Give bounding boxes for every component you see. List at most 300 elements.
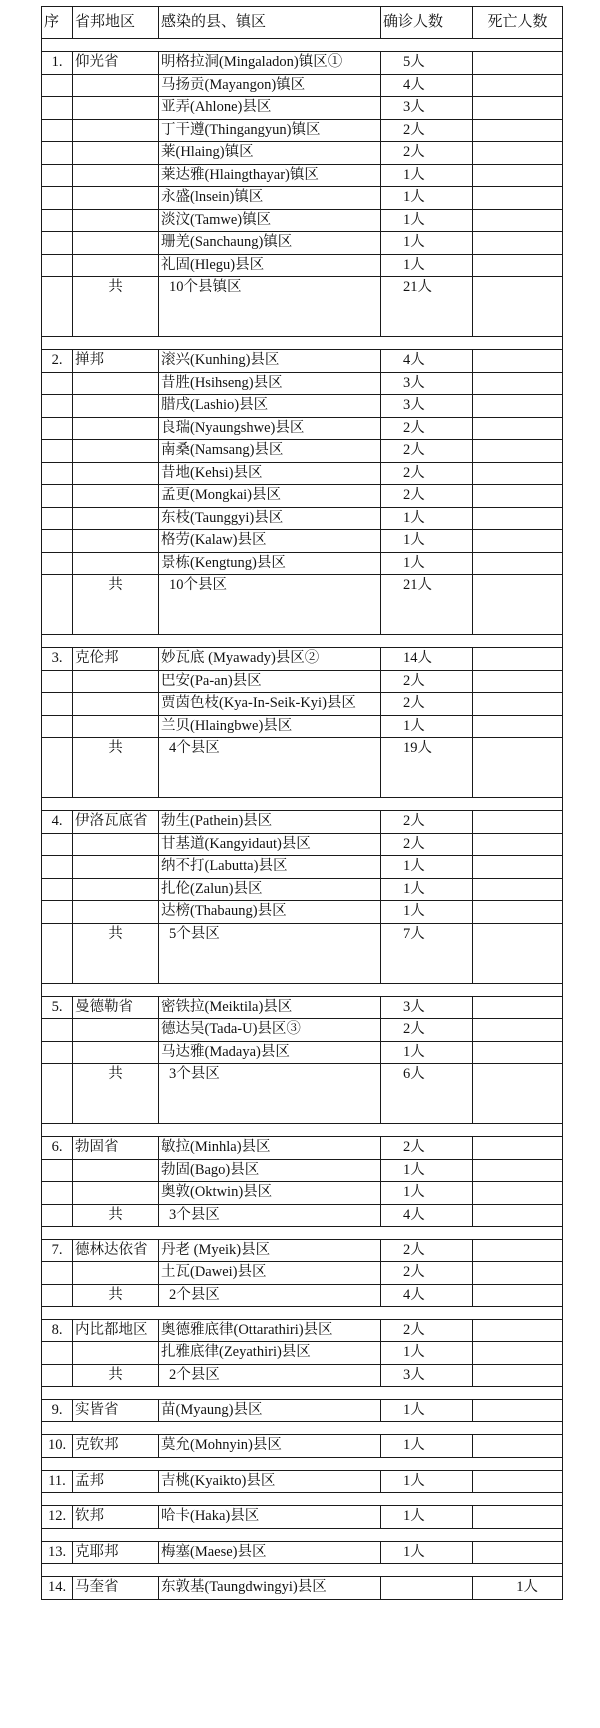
seq-cell	[42, 164, 73, 187]
confirmed-cell: 3人	[381, 395, 473, 418]
header-deaths: 死亡人数	[473, 7, 563, 39]
confirmed-cell: 2人	[381, 417, 473, 440]
deaths-cell	[473, 878, 563, 901]
total-deaths-cell	[473, 1204, 563, 1226]
seq-cell	[42, 119, 73, 142]
region-cell	[73, 440, 159, 463]
confirmed-cell: 2人	[381, 1019, 473, 1042]
table-row	[42, 1041, 563, 1064]
deaths-cell	[473, 350, 563, 373]
deaths-cell	[473, 142, 563, 165]
region-cell	[73, 833, 159, 856]
region-cell	[73, 485, 159, 508]
table-row	[42, 1019, 563, 1042]
total-confirmed-cell: 6人	[381, 1064, 473, 1124]
region-cell: 克伦邦	[73, 648, 159, 671]
table-row	[42, 833, 563, 856]
table-row	[42, 1342, 563, 1365]
total-label: 共	[73, 1064, 159, 1124]
separator-cell	[42, 1124, 563, 1137]
county-cell: 扎伦(Zalun)县区	[159, 878, 381, 901]
seq-cell: 6.	[42, 1137, 73, 1160]
seq-cell: 2.	[42, 350, 73, 373]
seq-cell	[42, 670, 73, 693]
region-cell	[73, 1262, 159, 1285]
confirmed-cell: 1人	[381, 1435, 473, 1458]
table-row	[42, 395, 563, 418]
seq-cell	[42, 1364, 73, 1386]
seq-cell	[42, 715, 73, 738]
deaths-cell	[473, 1159, 563, 1182]
confirmed-cell: 1人	[381, 1541, 473, 1564]
region-cell	[73, 462, 159, 485]
deaths-cell	[473, 1342, 563, 1365]
confirmed-cell: 2人	[381, 142, 473, 165]
total-confirmed-cell: 21人	[381, 575, 473, 635]
separator-row	[42, 1493, 563, 1506]
confirmed-cell: 2人	[381, 440, 473, 463]
seq-cell: 11.	[42, 1470, 73, 1493]
seq-cell: 8.	[42, 1319, 73, 1342]
county-cell: 梅塞(Maese)县区	[159, 1541, 381, 1564]
county-cell: 勃生(Pathein)县区	[159, 811, 381, 834]
total-label: 共	[73, 738, 159, 798]
table-row	[42, 232, 563, 255]
county-cell: 礼固(Hlegu)县区	[159, 254, 381, 277]
county-cell: 德达吴(Tada-U)县区③	[159, 1019, 381, 1042]
deaths-cell	[473, 1239, 563, 1262]
seq-cell	[42, 901, 73, 924]
total-county-cell: 2个县区	[159, 1284, 381, 1306]
separator-cell	[42, 1493, 563, 1506]
seq-cell	[42, 1284, 73, 1306]
separator-cell	[42, 983, 563, 996]
confirmed-cell: 1人	[381, 901, 473, 924]
seq-cell	[42, 485, 73, 508]
county-cell: 奥德雅底律(Ottarathiri)县区	[159, 1319, 381, 1342]
table-row	[42, 254, 563, 277]
region-cell	[73, 142, 159, 165]
county-cell: 巴安(Pa-an)县区	[159, 670, 381, 693]
total-confirmed-cell: 3人	[381, 1364, 473, 1386]
seq-cell	[42, 372, 73, 395]
seq-cell	[42, 232, 73, 255]
seq-cell	[42, 1182, 73, 1205]
deaths-cell	[473, 693, 563, 716]
table-row	[42, 996, 563, 1019]
confirmed-cell: 1人	[381, 1041, 473, 1064]
total-row	[42, 575, 563, 635]
confirmed-cell: 1人	[381, 187, 473, 210]
total-label: 共	[73, 923, 159, 983]
separator-cell	[42, 1386, 563, 1399]
separator-row	[42, 1564, 563, 1577]
deaths-cell	[473, 232, 563, 255]
region-cell	[73, 1342, 159, 1365]
region-cell	[73, 395, 159, 418]
region-cell	[73, 164, 159, 187]
table-row	[42, 811, 563, 834]
total-confirmed-cell: 7人	[381, 923, 473, 983]
region-cell	[73, 1019, 159, 1042]
region-cell	[73, 715, 159, 738]
table-row	[42, 1239, 563, 1262]
county-cell: 珊羌(Sanchaung)镇区	[159, 232, 381, 255]
county-cell: 密铁拉(Meiktila)县区	[159, 996, 381, 1019]
deaths-cell	[473, 1435, 563, 1458]
table-row	[42, 1577, 563, 1600]
table-body	[42, 7, 563, 1600]
deaths-cell	[473, 996, 563, 1019]
seq-cell: 10.	[42, 1435, 73, 1458]
deaths-cell	[473, 1319, 563, 1342]
deaths-cell	[473, 164, 563, 187]
confirmed-cell: 3人	[381, 372, 473, 395]
region-cell	[73, 1182, 159, 1205]
region-cell	[73, 552, 159, 575]
county-cell: 淡汶(Tamwe)镇区	[159, 209, 381, 232]
confirmed-cell: 1人	[381, 1506, 473, 1529]
table-row	[42, 417, 563, 440]
confirmed-cell	[381, 1577, 473, 1600]
seq-cell	[42, 74, 73, 97]
seq-cell	[42, 878, 73, 901]
total-county-cell: 10个县镇区	[159, 277, 381, 337]
table-row	[42, 1262, 563, 1285]
confirmed-cell: 1人	[381, 552, 473, 575]
table-row	[42, 901, 563, 924]
deaths-cell	[473, 119, 563, 142]
county-cell: 亚弄(Ahlone)县区	[159, 97, 381, 120]
separator-row	[42, 983, 563, 996]
table-row	[42, 350, 563, 373]
separator-cell	[42, 1226, 563, 1239]
separator-row	[42, 1226, 563, 1239]
total-county-cell: 2个县区	[159, 1364, 381, 1386]
seq-cell	[42, 462, 73, 485]
separator-cell	[42, 635, 563, 648]
county-cell: 勃固(Bago)县区	[159, 1159, 381, 1182]
separator-row	[42, 635, 563, 648]
separator-cell	[42, 1564, 563, 1577]
county-cell: 兰贝(Hlaingbwe)县区	[159, 715, 381, 738]
header-confirmed: 确诊人数	[381, 7, 473, 39]
region-cell	[73, 232, 159, 255]
region-cell	[73, 901, 159, 924]
total-deaths-cell	[473, 575, 563, 635]
total-deaths-cell	[473, 1064, 563, 1124]
table-row	[42, 856, 563, 879]
seq-cell	[42, 277, 73, 337]
seq-cell	[42, 575, 73, 635]
region-cell: 马奎省	[73, 1577, 159, 1600]
seq-cell	[42, 530, 73, 553]
confirmed-cell: 1人	[381, 209, 473, 232]
total-row	[42, 1284, 563, 1306]
total-row	[42, 1064, 563, 1124]
total-label: 共	[73, 575, 159, 635]
county-cell: 奥敦(Oktwin)县区	[159, 1182, 381, 1205]
county-cell: 丹老 (Myeik)县区	[159, 1239, 381, 1262]
confirmed-cell: 1人	[381, 1182, 473, 1205]
seq-cell: 12.	[42, 1506, 73, 1529]
table-row	[42, 1159, 563, 1182]
confirmed-cell: 1人	[381, 254, 473, 277]
confirmed-cell: 3人	[381, 996, 473, 1019]
seq-cell	[42, 142, 73, 165]
total-confirmed-cell: 4人	[381, 1204, 473, 1226]
confirmed-cell: 1人	[381, 1470, 473, 1493]
region-cell	[73, 856, 159, 879]
deaths-cell	[473, 856, 563, 879]
county-cell: 土瓦(Dawei)县区	[159, 1262, 381, 1285]
county-cell: 昔地(Kehsi)县区	[159, 462, 381, 485]
total-label: 共	[73, 1284, 159, 1306]
confirmed-cell: 2人	[381, 811, 473, 834]
seq-cell: 5.	[42, 996, 73, 1019]
header-region: 省邦地区	[73, 7, 159, 39]
confirmed-cell: 1人	[381, 1159, 473, 1182]
confirmed-cell: 2人	[381, 693, 473, 716]
confirmed-cell: 4人	[381, 74, 473, 97]
table-row	[42, 209, 563, 232]
county-cell: 格劳(Kalaw)县区	[159, 530, 381, 553]
confirmed-cell: 1人	[381, 507, 473, 530]
region-cell	[73, 187, 159, 210]
county-cell: 昔胜(Hsihseng)县区	[159, 372, 381, 395]
seq-cell	[42, 1342, 73, 1365]
seq-cell	[42, 97, 73, 120]
confirmed-cell: 1人	[381, 715, 473, 738]
separator-cell	[42, 1528, 563, 1541]
separator-row	[42, 1386, 563, 1399]
seq-cell	[42, 738, 73, 798]
deaths-cell	[473, 530, 563, 553]
county-cell: 敏拉(Minhla)县区	[159, 1137, 381, 1160]
separator-row	[42, 1422, 563, 1435]
region-cell	[73, 693, 159, 716]
confirmed-cell: 1人	[381, 164, 473, 187]
table-row	[42, 1137, 563, 1160]
region-cell	[73, 372, 159, 395]
total-row	[42, 277, 563, 337]
seq-cell	[42, 187, 73, 210]
confirmed-cell: 2人	[381, 833, 473, 856]
deaths-cell	[473, 811, 563, 834]
table-row	[42, 164, 563, 187]
seq-cell: 13.	[42, 1541, 73, 1564]
table-row	[42, 1541, 563, 1564]
table-row	[42, 142, 563, 165]
confirmed-cell: 3人	[381, 97, 473, 120]
table-row	[42, 74, 563, 97]
deaths-cell	[473, 901, 563, 924]
deaths-cell	[473, 485, 563, 508]
total-county-cell: 3个县区	[159, 1204, 381, 1226]
region-cell: 克耶邦	[73, 1541, 159, 1564]
seq-cell: 3.	[42, 648, 73, 671]
county-cell: 永盛(lnsein)镇区	[159, 187, 381, 210]
table-row	[42, 372, 563, 395]
seq-cell: 9.	[42, 1399, 73, 1422]
county-cell: 哈卡(Haka)县区	[159, 1506, 381, 1529]
header-seq: 序	[42, 7, 73, 39]
county-cell: 莱(Hlaing)镇区	[159, 142, 381, 165]
deaths-cell	[473, 1262, 563, 1285]
header-county: 感染的县、镇区	[159, 7, 381, 39]
seq-cell	[42, 1041, 73, 1064]
total-label: 共	[73, 1364, 159, 1386]
region-cell: 钦邦	[73, 1506, 159, 1529]
region-cell: 德林达依省	[73, 1239, 159, 1262]
table-row	[42, 119, 563, 142]
table-row	[42, 1319, 563, 1342]
deaths-cell	[473, 52, 563, 75]
separator-cell	[42, 1422, 563, 1435]
confirmed-cell: 2人	[381, 462, 473, 485]
deaths-cell	[473, 462, 563, 485]
table-row	[42, 440, 563, 463]
confirmed-cell: 2人	[381, 1262, 473, 1285]
deaths-cell	[473, 187, 563, 210]
county-cell: 良瑞(Nyaungshwe)县区	[159, 417, 381, 440]
county-cell: 吉桃(Kyaikto)县区	[159, 1470, 381, 1493]
confirmed-cell: 2人	[381, 1319, 473, 1342]
deaths-cell	[473, 1399, 563, 1422]
seq-cell	[42, 1064, 73, 1124]
total-deaths-cell	[473, 1364, 563, 1386]
total-label: 共	[73, 277, 159, 337]
total-deaths-cell	[473, 923, 563, 983]
confirmed-cell: 4人	[381, 350, 473, 373]
total-confirmed-cell: 19人	[381, 738, 473, 798]
deaths-cell	[473, 648, 563, 671]
separator-row	[42, 1457, 563, 1470]
county-cell: 南桑(Namsang)县区	[159, 440, 381, 463]
county-cell: 东枝(Taunggyi)县区	[159, 507, 381, 530]
separator-cell	[42, 337, 563, 350]
total-confirmed-cell: 4人	[381, 1284, 473, 1306]
deaths-cell	[473, 715, 563, 738]
confirmed-cell: 2人	[381, 119, 473, 142]
total-county-cell: 5个县区	[159, 923, 381, 983]
total-row	[42, 738, 563, 798]
region-cell	[73, 74, 159, 97]
confirmed-cell: 2人	[381, 1137, 473, 1160]
table-row	[42, 648, 563, 671]
county-cell: 莫允(Mohnyin)县区	[159, 1435, 381, 1458]
region-cell: 伊洛瓦底省	[73, 811, 159, 834]
county-cell: 孟更(Mongkai)县区	[159, 485, 381, 508]
deaths-cell	[473, 440, 563, 463]
deaths-cell	[473, 254, 563, 277]
table-row	[42, 507, 563, 530]
confirmed-cell: 2人	[381, 485, 473, 508]
table-row	[42, 1399, 563, 1422]
confirmed-cell: 14人	[381, 648, 473, 671]
separator-cell	[42, 1306, 563, 1319]
table-row	[42, 52, 563, 75]
deaths-cell	[473, 417, 563, 440]
seq-cell: 4.	[42, 811, 73, 834]
table-row	[42, 1506, 563, 1529]
region-cell	[73, 1159, 159, 1182]
table-row	[42, 485, 563, 508]
table-row	[42, 1470, 563, 1493]
deaths-cell	[473, 1182, 563, 1205]
deaths-cell	[473, 97, 563, 120]
table-row	[42, 530, 563, 553]
separator-cell	[42, 798, 563, 811]
confirmed-cell: 5人	[381, 52, 473, 75]
seq-cell	[42, 209, 73, 232]
deaths-cell	[473, 209, 563, 232]
county-cell: 丁干遵(Thingangyun)镇区	[159, 119, 381, 142]
total-deaths-cell	[473, 1284, 563, 1306]
total-deaths-cell	[473, 277, 563, 337]
seq-cell	[42, 1204, 73, 1226]
region-cell	[73, 417, 159, 440]
seq-cell	[42, 254, 73, 277]
deaths-cell	[473, 1019, 563, 1042]
seq-cell	[42, 507, 73, 530]
seq-cell	[42, 1019, 73, 1042]
seq-cell	[42, 856, 73, 879]
table-row	[42, 878, 563, 901]
region-cell: 实皆省	[73, 1399, 159, 1422]
seq-cell: 1.	[42, 52, 73, 75]
region-cell	[73, 507, 159, 530]
seq-cell	[42, 833, 73, 856]
separator-row	[42, 1124, 563, 1137]
total-row	[42, 1204, 563, 1226]
region-cell: 曼德勒省	[73, 996, 159, 1019]
total-deaths-cell	[473, 738, 563, 798]
region-cell: 仰光省	[73, 52, 159, 75]
region-cell: 勃固省	[73, 1137, 159, 1160]
county-cell: 马扬贡(Mayangon)镇区	[159, 74, 381, 97]
separator-cell	[42, 1457, 563, 1470]
region-cell	[73, 254, 159, 277]
table-row	[42, 462, 563, 485]
confirmed-cell: 1人	[381, 1399, 473, 1422]
confirmed-cell: 2人	[381, 1239, 473, 1262]
confirmed-cell: 2人	[381, 670, 473, 693]
region-cell	[73, 1041, 159, 1064]
deaths-cell	[473, 1041, 563, 1064]
total-confirmed-cell: 21人	[381, 277, 473, 337]
county-cell: 妙瓦底 (Myawady)县区②	[159, 648, 381, 671]
region-cell	[73, 878, 159, 901]
infection-table	[41, 6, 563, 1600]
county-cell: 达榜(Thabaung)县区	[159, 901, 381, 924]
separator-row	[42, 39, 563, 52]
region-cell: 掸邦	[73, 350, 159, 373]
table-row	[42, 97, 563, 120]
county-cell: 扎雅底律(Zeyathiri)县区	[159, 1342, 381, 1365]
confirmed-cell: 1人	[381, 530, 473, 553]
seq-cell: 7.	[42, 1239, 73, 1262]
county-cell: 马达雅(Madaya)县区	[159, 1041, 381, 1064]
table-row	[42, 715, 563, 738]
confirmed-cell: 1人	[381, 856, 473, 879]
total-row	[42, 1364, 563, 1386]
seq-cell	[42, 693, 73, 716]
seq-cell	[42, 417, 73, 440]
county-cell: 东敦基(Taungdwingyi)县区	[159, 1577, 381, 1600]
separator-row	[42, 798, 563, 811]
county-cell: 莱达雅(Hlaingthayar)镇区	[159, 164, 381, 187]
